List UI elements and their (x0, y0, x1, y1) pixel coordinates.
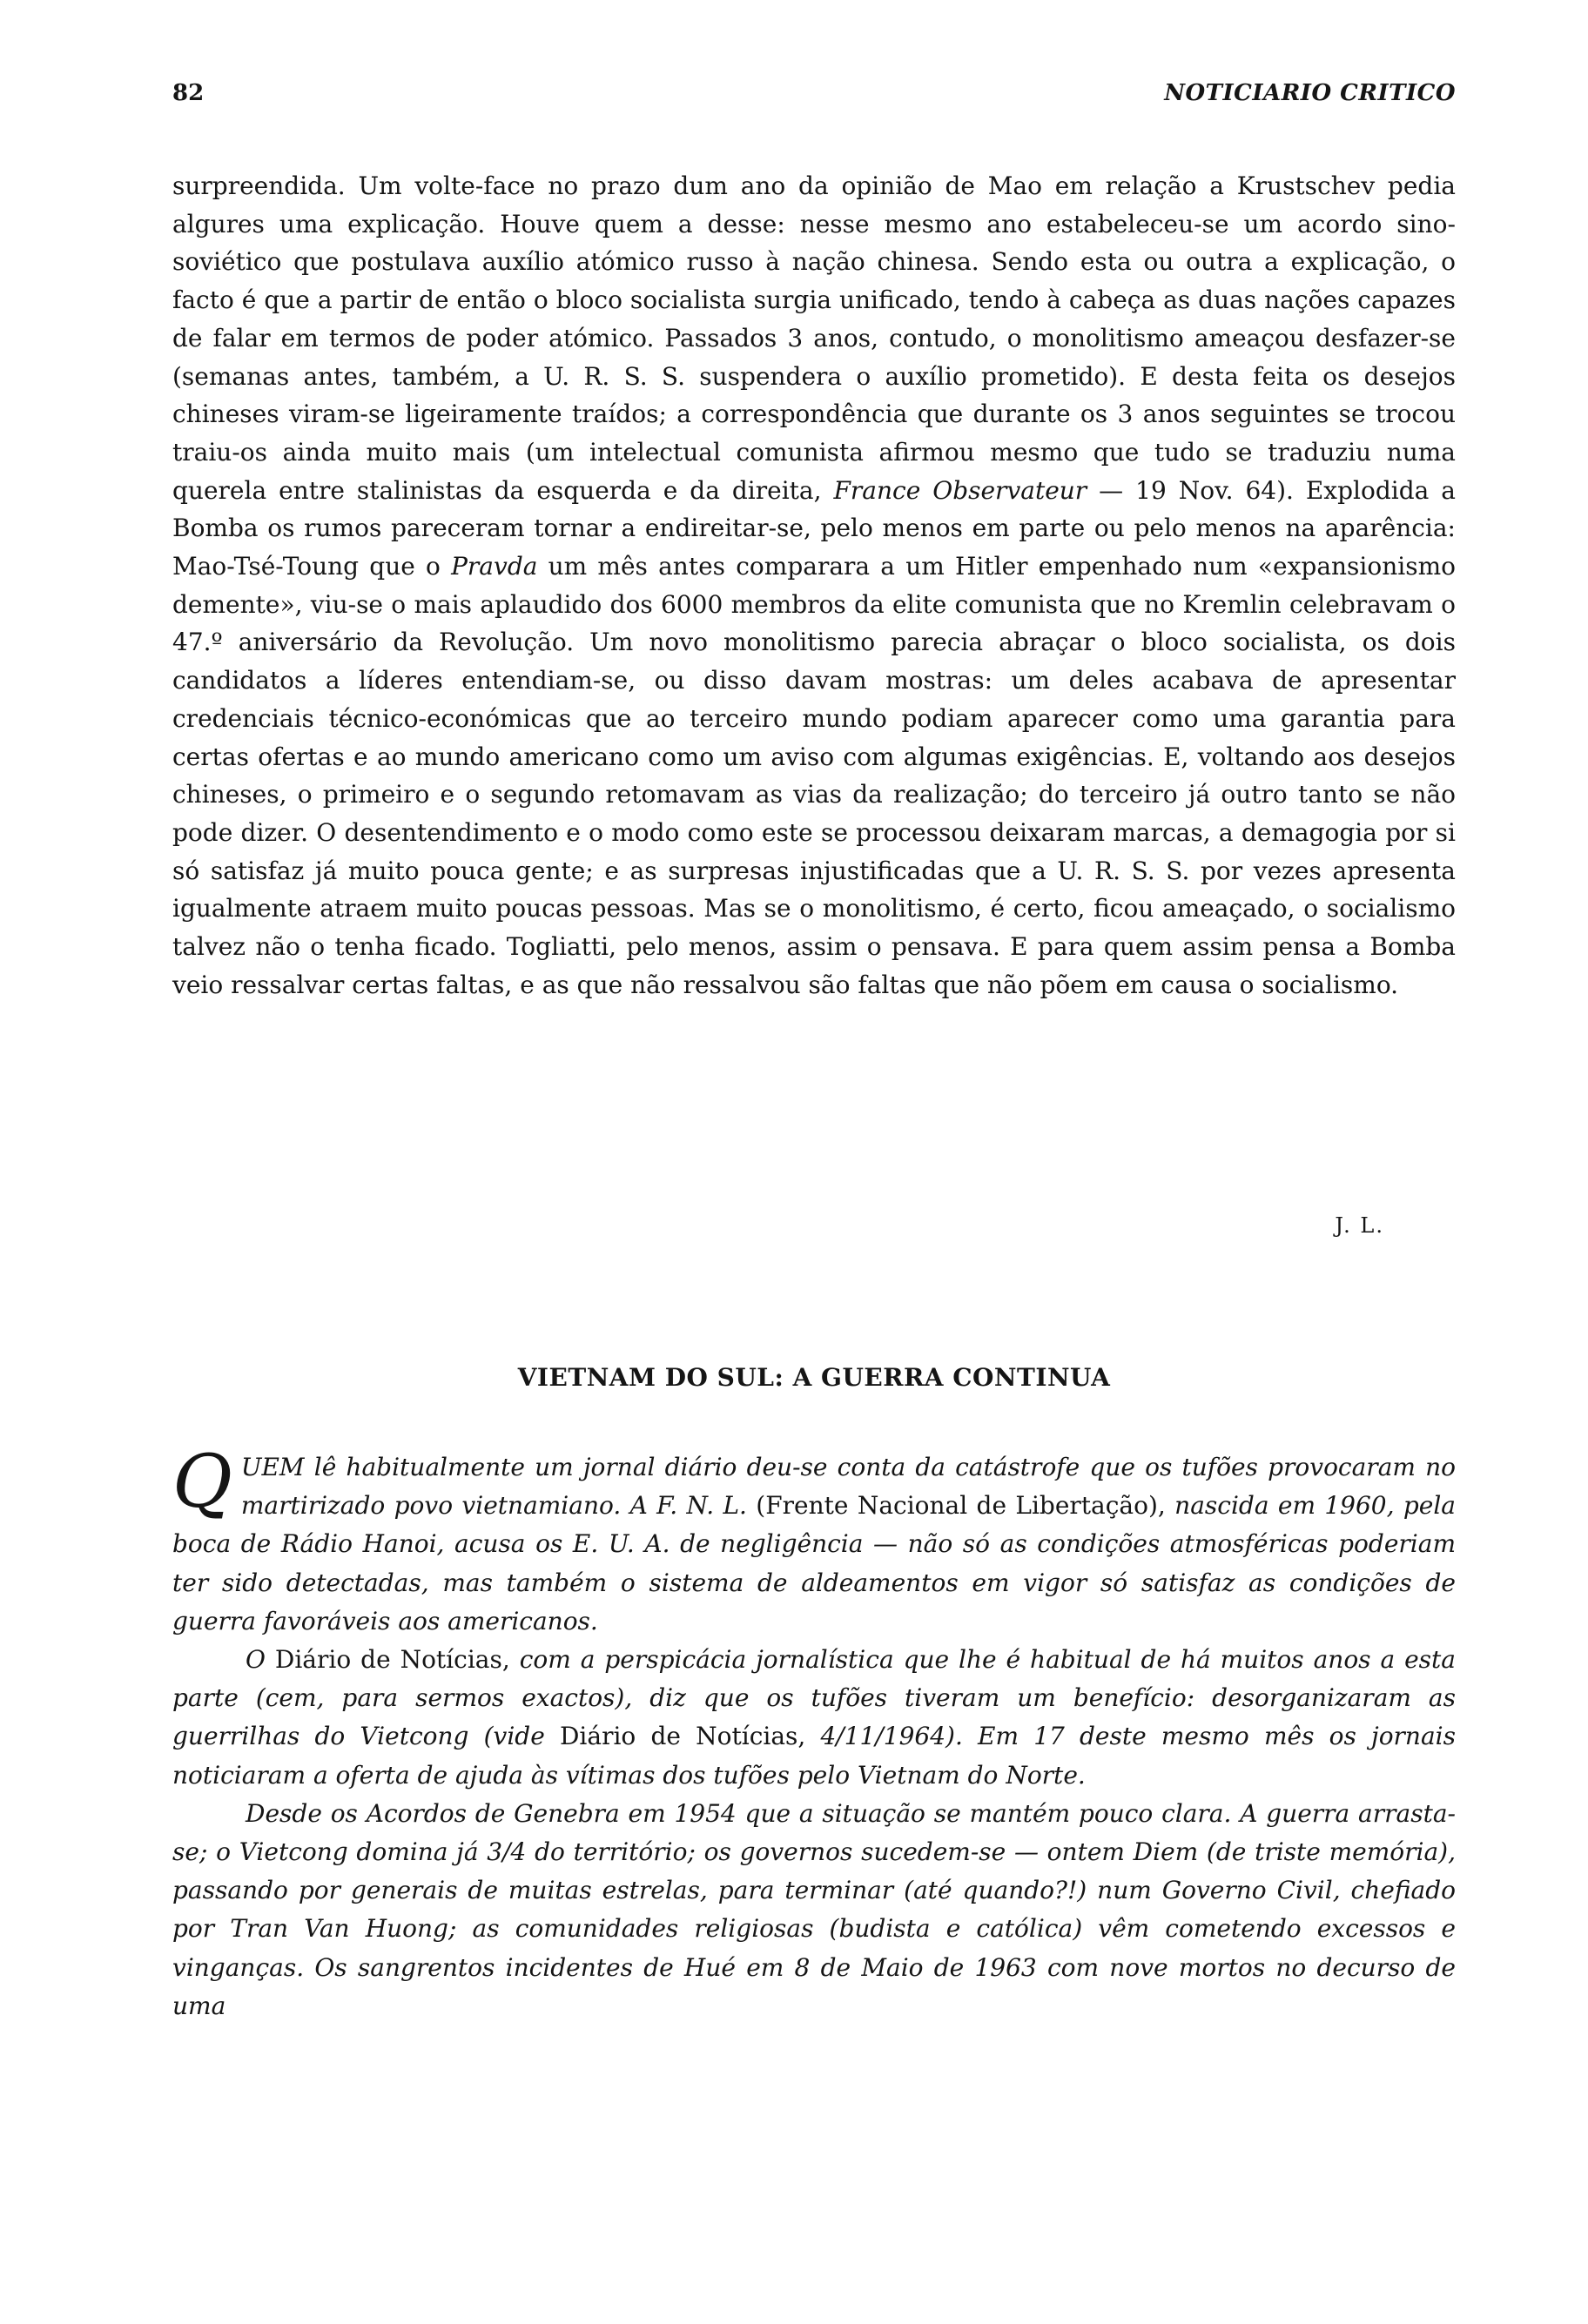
article-body (172, 1439, 1457, 2025)
newspaper-name-2: Diário de Notícias, (559, 1722, 806, 1751)
page-number: 82 (172, 80, 205, 106)
paragraph-text-continued: — 19 Nov. 64). Explodida a Bomba os rumos pareceram tornar a endireitar-se, pelo menos em parte ou pelo menos na aparência: Mao-Tsé-Toung que o (172, 475, 1456, 581)
p2-text-tail: 4/11/1964). Em 17 deste mesmo mês os jornais noticiaram a oferta de ajuda às vítimas dos tufões pelo Vietnam do Norte. (172, 1722, 1456, 1790)
article-paragraph-3: Desde os Acordos de Genebra em 1954 que a situação se mantém pouco clara. A guerra arrasta-se; o Vietcong domina já 3/4 do território; os governos sucedem-se — ontem Diem (de triste memória), passando por generais de muitas estrelas, para terminar (até quando?!) num Governo Civil, chefiado por Tran Van Huong; as comunidades religiosas (budista e católica) vêm cometendo excessos e vinganças. Os sangrentos incidentes de Hué em 8 de Maio de 1963 com nove mortos no decurso de uma (172, 1798, 1456, 2020)
p2-text: O (246, 1645, 275, 1675)
author-signature: J. L. (1335, 1213, 1384, 1238)
document-page (172, 0, 1456, 2324)
newspaper-name: Pravda (451, 552, 538, 581)
article-title: VIETNAM DO SUL: A GUERRA CONTINUA (517, 1363, 1111, 1392)
article-paragraph-2 (172, 1641, 1456, 1795)
drop-cap: Q (172, 1439, 232, 1524)
article-paragraph-1 (172, 1439, 1456, 1641)
previous-article-paragraph (172, 167, 1456, 1004)
source-citation: France Observateur (833, 475, 1087, 505)
p2-text-continued: com a perspicácia jornalística que lhe é habitual de há muitos anos a esta parte (cem, para sermos exactos), diz que os tufões tiveram um benefício: desorganizaram as guerrilhas do Vietcong (vide (172, 1645, 1457, 1751)
newspaper-name: Diário de Notícias, (274, 1645, 510, 1675)
lead-text-continued: nascida em 1960, pela boca de Rádio Hanoi, acusa os E. U. A. de negligência — não só as condições atmosféricas poderiam ter sido detectadas, mas também o sistema de aldeamentos em vigor só satisfaz as condições de guerra favoráveis aos americanos. (172, 1491, 1456, 1636)
lead-text: UEM lê habitualmente um jornal diário deu-se conta da catástrofe que os tufões provocaram no martirizado povo vietnamiano. A F. N. L. (240, 1453, 1456, 1521)
running-title: NOTICIARIO CRITICO (1164, 80, 1456, 106)
paragraph-text-tail: um mês antes comparara a um Hitler empenhado num «expansionismo demente», viu-se o mais aplaudido dos 6000 membros da elite comunista que no Kremlin celebravam o 47.º aniversário da Revolução. Um novo monolitismo parecia abraçar o bloco socialista, os dois candidatos a líderes entendiam-se, ou disso davam mostras: um deles acabava de apresentar credenciais técnico-económicas que ao terceiro mundo podiam aparecer como uma garantia para certas ofertas e ao mundo americano como um aviso com algumas exigências. E, voltando aos desejos chineses, o primeiro e o segundo retomavam as vias da realização; do terceiro já outro tanto se não pode dizer. O desentendimento e o modo como este se processou deixaram marcas, a demagogia por si só satisfaz já muito pouca gente; e as surpresas injustificadas que a U. R. S. S. por vezes apresenta igualmente atraem muito poucas pessoas. Mas se o monolitismo, é certo, ficou ameaçado, o socialismo talvez não o tenha ficado. Togliatti, pelo menos, assim o pensava. E para quem assim pensa a Bomba veio ressalvar certas faltas, e as que não ressalvou são faltas que não põem em causa o socialismo. (172, 552, 1456, 999)
running-header (172, 80, 1456, 111)
lead-text-roman: (Frente Nacional de Libertação), (746, 1491, 1175, 1521)
paragraph-text: surpreendida. Um volte-face no prazo dum ano da opinião de Mao em relação a Krustschev pedia algures uma explicação. Houve quem a desse: nesse mesmo ano estabeleceu-se um acordo sino-soviético que postulava auxílio atómico russo à nação chinesa. Sendo esta ou outra a explicação, o facto é que a partir de então o bloco socialista surgia unificado, tendo à cabeça as duas nações capazes de falar em termos de poder atómico. Passados 3 anos, contudo, o monolitismo ameaçou desfazer-se (semanas antes, também, a U. R. S. S. suspendera o auxílio prometido). E desta feita os desejos chineses viram-se ligeiramente traídos; a correspondência que durante os 3 anos seguintes se trocou traiu-os ainda muito mais (um intelectual comunista afirmou mesmo que tudo se traduziu numa querela entre stalinistas da esquerda e da direita, (172, 171, 1456, 505)
